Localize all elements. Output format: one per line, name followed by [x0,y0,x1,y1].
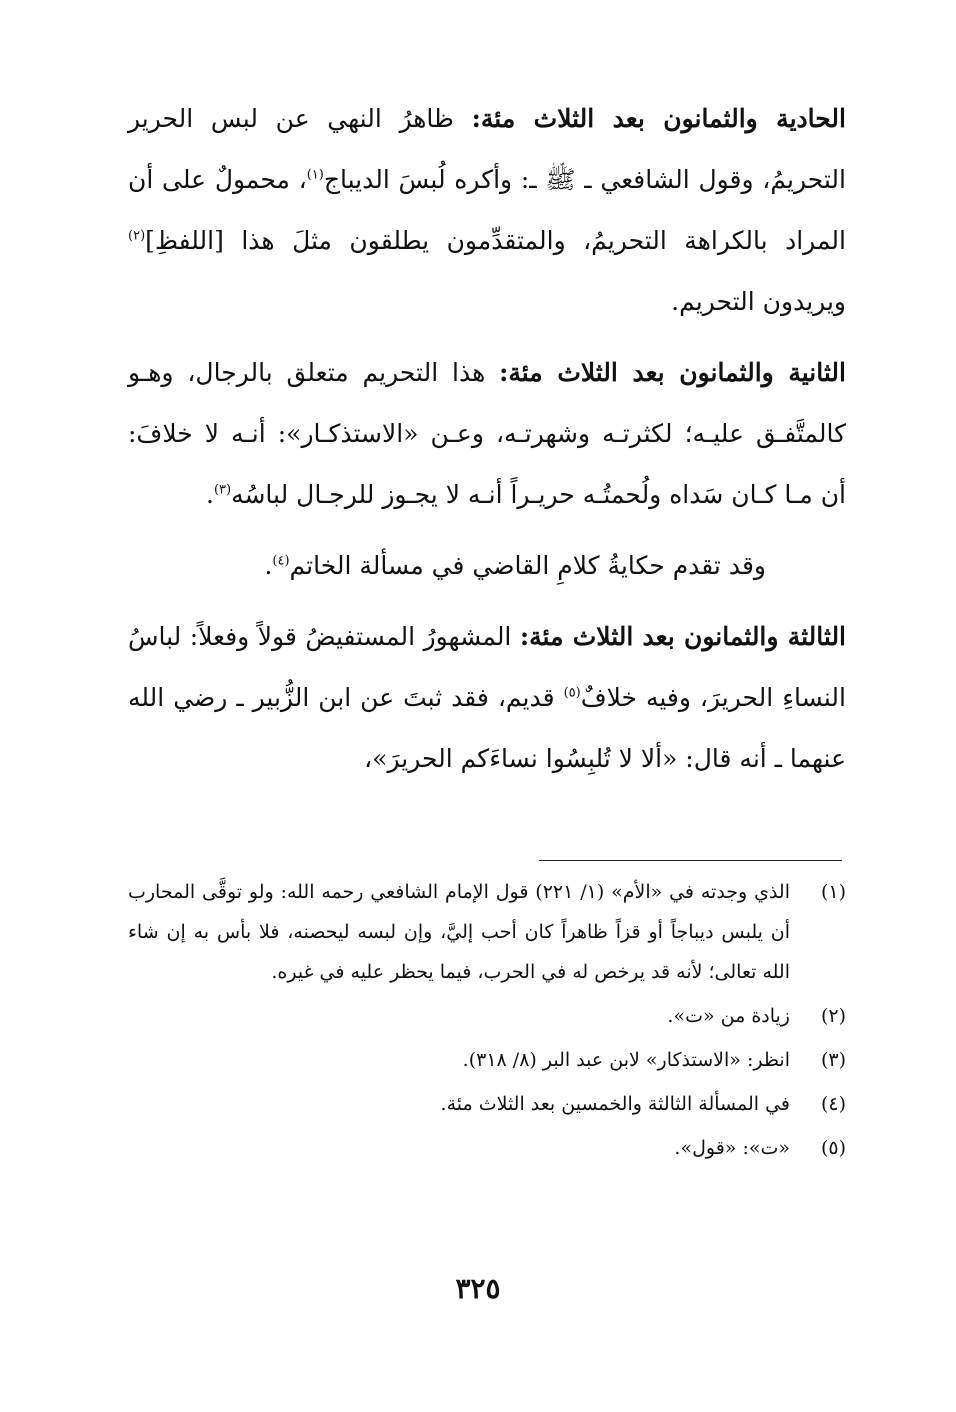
footnotes [128,872,846,1168]
footnote-text: انظر: «الاستذكار» لابن عبد البر (٨/ ٣١٨). [462,1049,790,1071]
footnote-text: الذي وجدته في «الأم» (١/ ٢٢١) قول الإمام الشافعي رحمه الله: ولو توقَّى المحارب أن يلبس ديباجاً أو قزاً ظاهراً كان أحب إليَّ، وإن لبسه ليحصنه، فلا بأس به إن شاء الله تعالى؛ لأنه قد يرخص له في الحرب، فيما يحظر عليه في غيره. [128,881,790,983]
paragraph-text: وقد تقدم حكايةُ كلامِ القاضي في مسألة الخاتم [289,551,766,580]
footnote-number: (٢) [820,1005,846,1027]
footnote-ref[interactable]: (٣) [213,482,232,498]
issue-heading: الحادية والثمانون بعد الثلاث مئة: [471,104,846,133]
issue-heading: الثالثة والثمانون بعد الثلاث مئة: [519,622,847,651]
paragraph-note [128,535,846,596]
paragraph-381 [128,88,846,332]
footnote-number: (٣) [820,1049,846,1071]
footnote-ref[interactable]: (٤) [272,553,290,569]
paragraph-text: . [264,551,273,580]
footnote-separator [539,860,842,861]
issue-heading: الثانية والثمانون بعد الثلاث مئة: [499,358,846,387]
footnote-ref[interactable]: (٥) [563,685,581,701]
footnote-1 [128,872,846,992]
footnote-number: (٥) [820,1137,846,1159]
footnote-3 [128,1040,846,1080]
main-text [128,88,846,789]
paragraph-text: ظاهرُ النهي عن لبس الحرير التحريمُ، وقول الشافعي ـ ﷺ ـ: وأكره لُبسَ الديباج [128,104,846,194]
footnote-text: زيادة من «ت». [667,1005,790,1027]
paragraph-text: ويريدون التحريم. [671,287,846,316]
paragraph-383 [128,606,846,789]
paragraph-text: هذا التحريم متعلق بالرجال، وهـو كالمتَّفـق عليـه؛ لكثرتـه وشهرتـه، وعـن «الاستذكـار»: أنـه لا خلافَ: أن مـا كـان سَداه ولُحمتُـه حريـراً أنـه لا يجـوز للرجـال لباسُه [128,358,846,509]
footnote-2 [128,996,846,1036]
page-number: ٣٢٥ [455,1272,501,1305]
footnote-number: (١) [820,881,846,903]
paragraph-text: المشهورُ المستفيضُ قولاً وفعلاً: لباسُ النساءِ الحريرَ، وفيه خلافٌ [128,622,846,712]
paragraph-text: ، محمولٌ على أن المراد بالكراهة التحريمُ، والمتقدِّمون يطلقون مثلَ هذا [اللفظِ] [128,165,846,255]
footnote-ref[interactable]: (١) [306,167,324,183]
footnote-4 [128,1084,846,1124]
footnote-ref[interactable]: (٢) [128,228,146,244]
paragraph-text: قديم، فقد ثبتَ عن ابن الزُّبير ـ رضي الله عنهما ـ أنه قال: «ألا لا تُلبِسُوا نساءَكم الحريرَ»، [128,683,846,773]
paragraph-text: . [205,480,214,509]
paragraph-382 [128,342,846,525]
footnote-5 [128,1128,846,1168]
footnote-number: (٤) [820,1093,846,1115]
footnote-text: «ت»: «قول». [674,1137,790,1159]
footnote-text: في المسألة الثالثة والخمسين بعد الثلاث مئة. [440,1093,790,1115]
